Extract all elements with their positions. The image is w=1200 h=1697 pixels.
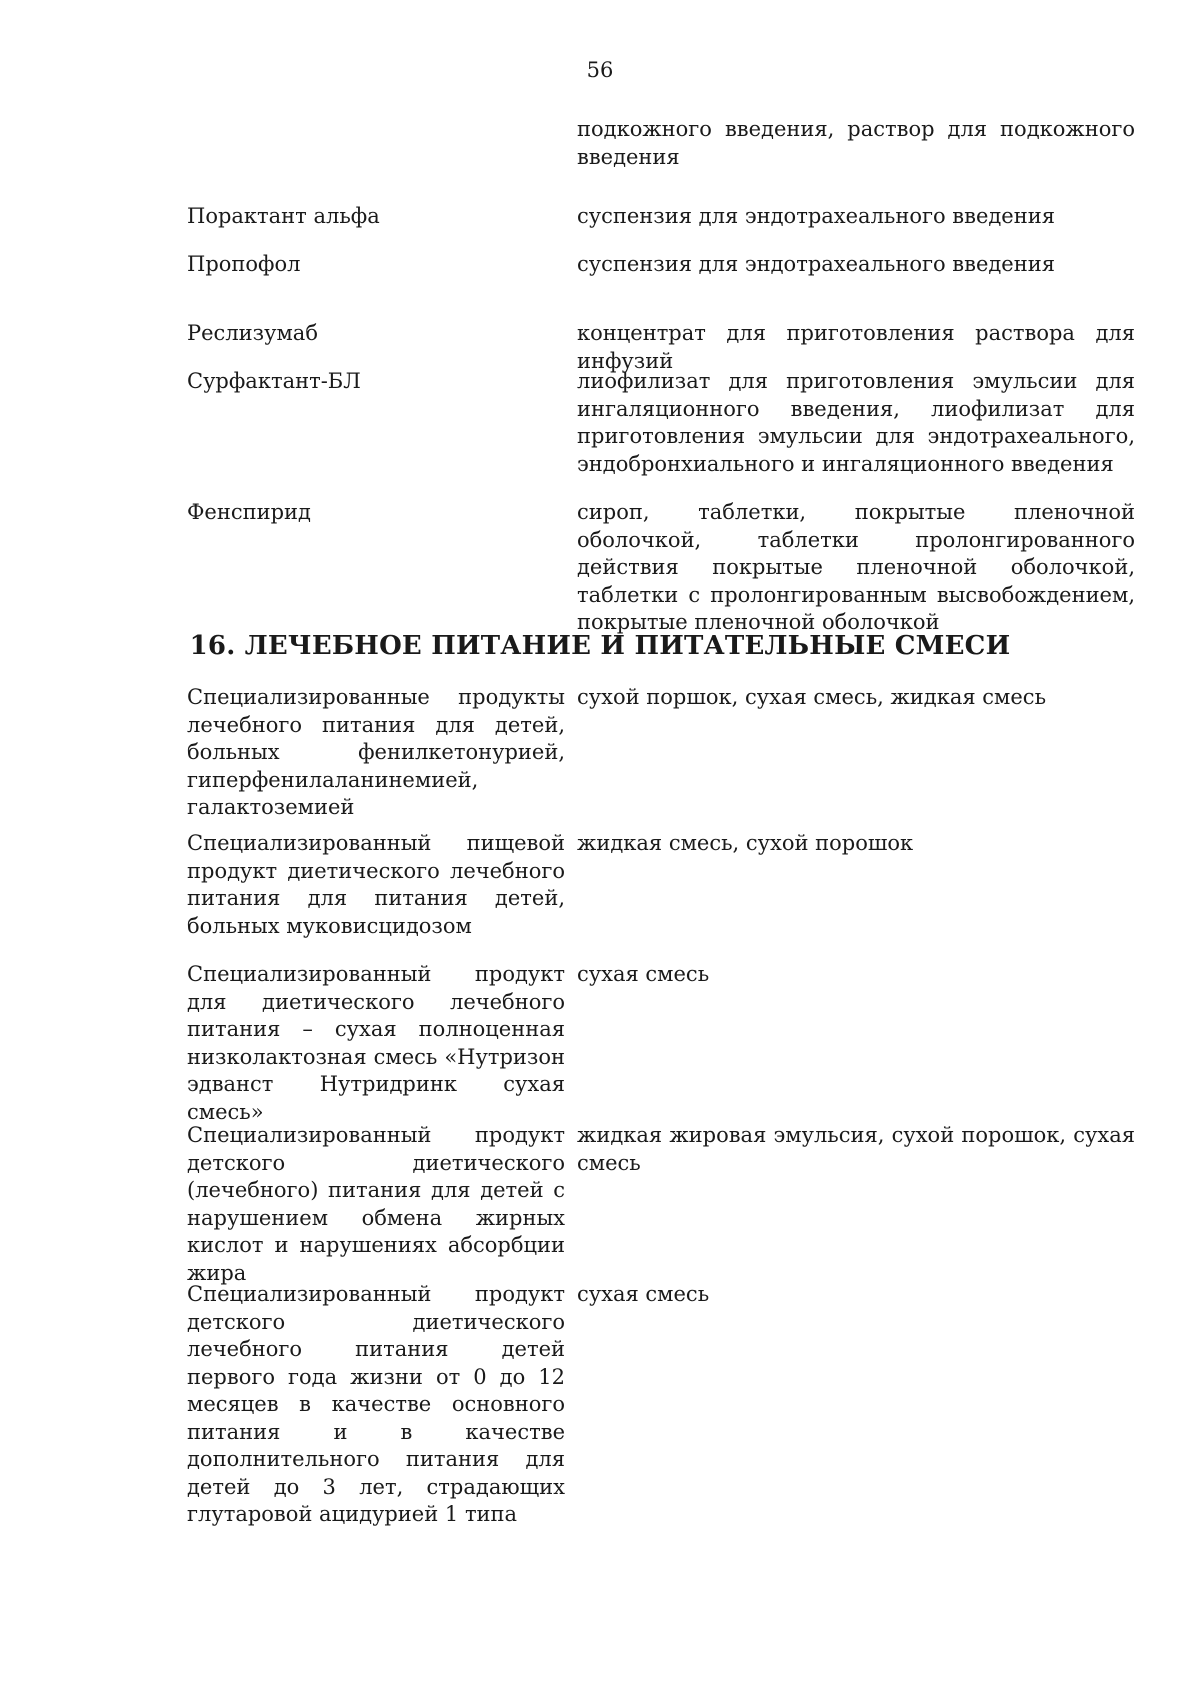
drug-name: Порактант альфа (187, 204, 380, 228)
drug-name: Реслизумаб (187, 321, 318, 345)
dosage-form: суспензия для эндотрахеального введения (577, 252, 1055, 276)
product-form: сухой поршок, сухая смесь, жидкая смесь (577, 685, 1047, 709)
dosage-form: суспензия для эндотрахеального введения (577, 204, 1055, 228)
section-heading: 16. ЛЕЧЕБНОЕ ПИТАНИЕ И ПИТАТЕЛЬНЫЕ СМЕСИ (189, 631, 1011, 661)
drug-name: Пропофол (187, 252, 301, 276)
page-number: 56 (586, 58, 614, 82)
dosage-form: сироп, таблетки, покрытые пленочной оболочкой, таблетки пролонгированного действия покрытые пленочной оболочкой, таблетки с пролонгированным высвобождением, покрытые пленочной оболочкой (577, 500, 1135, 634)
dosage-form: подкожного введения, раствор для подкожного введения (577, 117, 1135, 169)
product-name: Специализированный продукт для диетического лечебного питания – сухая полноценная низколактозная смесь «Нутризон эдванст Нутридринк сухая смесь» (187, 962, 565, 1124)
product-form: сухая смесь (577, 962, 710, 986)
product-name: Специализированный пищевой продукт диетического лечебного питания для питания детей, больных муковисцидозом (187, 831, 565, 938)
product-form: жидкая смесь, сухой порошок (577, 831, 914, 855)
dosage-form: лиофилизат для приготовления эмульсии для ингаляционного введения, лиофилизат для приготовления эмульсии для эндотрахеального, эндобронхиального и ингаляционного введения (577, 369, 1135, 476)
product-name: Специализированный продукт детского диетического (лечебного) питания для детей с нарушением обмена жирных кислот и нарушениях абсорбции жира (187, 1123, 565, 1285)
product-name: Специализированные продукты лечебного питания для детей, больных фенилкетонурией, гиперфенилаланинемией, галактоземией (187, 685, 565, 819)
product-name: Специализированный продукт детского диетического лечебного питания детей первого года жизни от 0 до 12 месяцев в качестве основного питания и в качестве дополнительного питания для детей до 3 лет, страдающих глутаровой ацидурией 1 типа (187, 1282, 565, 1526)
drug-name: Сурфактант-БЛ (187, 369, 361, 393)
product-form: жидкая жировая эмульсия, сухой порошок, сухая смесь (577, 1123, 1135, 1175)
drug-name: Фенспирид (187, 500, 311, 524)
product-form: сухая смесь (577, 1282, 710, 1306)
dosage-form: концентрат для приготовления раствора для инфузий (577, 321, 1135, 373)
